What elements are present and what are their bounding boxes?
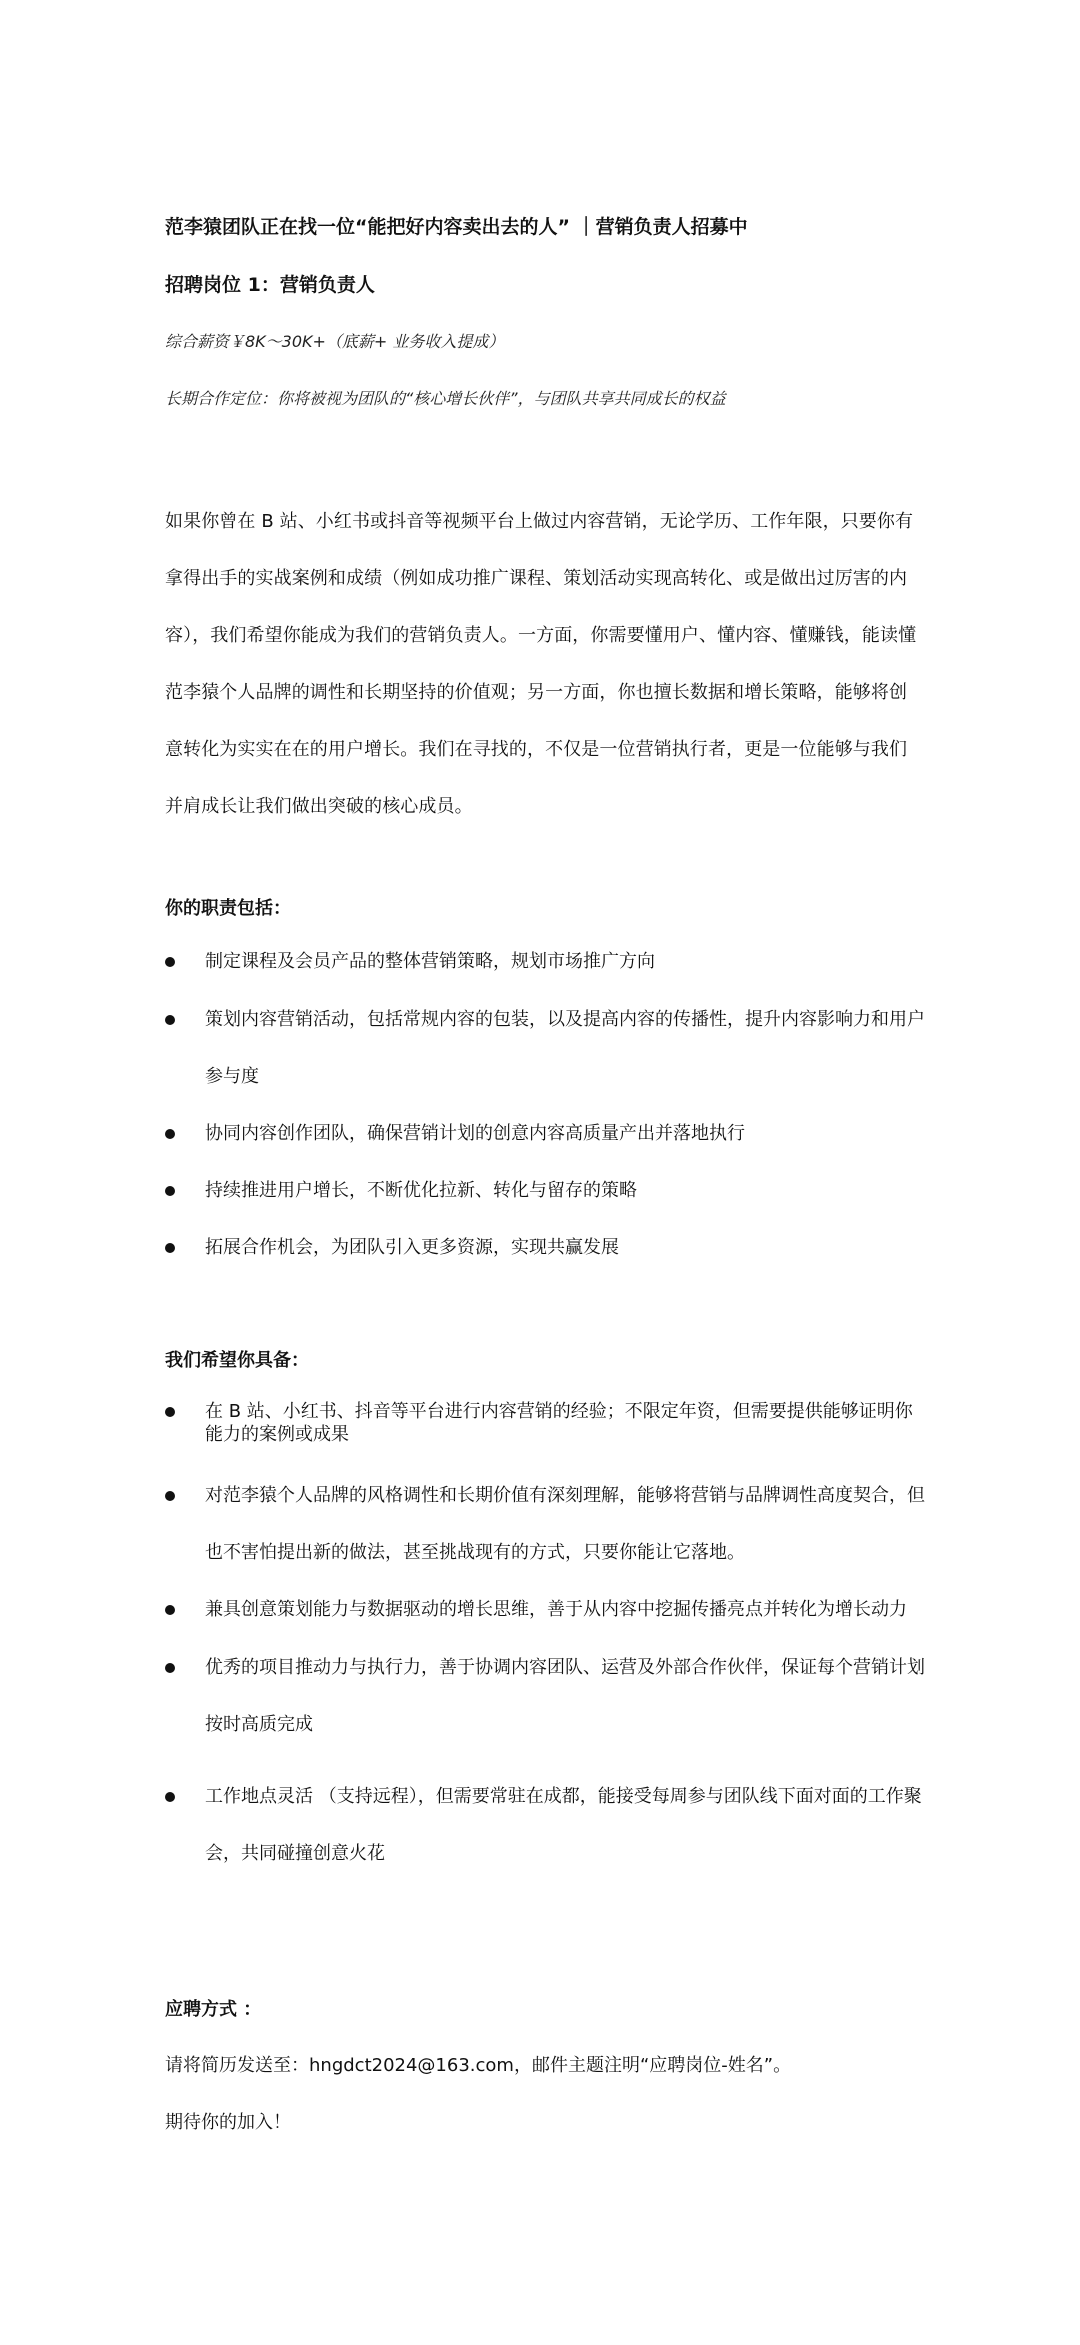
list-item [165,1234,925,1262]
list-item-text: 拓展合作机会，为团队引入更多资源，实现共赢发展 [205,1237,619,1258]
bullet-icon [165,1605,175,1615]
intro-paragraph: 如果你曾在 B 站、小红书或抖音等视频平台上做过内容营销，无论学历、工作年限，只要你有拿得出手的实战案例和成绩（例如成功推广课程、策划活动实现高转化、或是做出过厉害的内容），我们希望你能成为我们的营销负责人。一方面，你需要懂用户、懂内容、懂赚钱，能读懂范李猿个人品牌的调性和长期坚持的价值观；另一方面，你也擅长数据和增长策略，能够将创意转化为实实在在的用户增长。我们在寻找的，不仅是一位营销执行者，更是一位能够与我们并肩成长让我们做出突破的核心成员。 [165,511,917,817]
list-item [165,1177,925,1205]
cooperation-info: 长期合作定位：你将被视为团队的“核心增长伙伴”，与团队共享共同成长的权益 [165,389,726,408]
list-item-text: 优秀的项目推动力与执行力，善于协调内容团队、运营及外部合作伙伴，保证每个营销计划按时高质完成 [205,1657,925,1735]
contact-info: 请将简历发送至：hngdct2024@163.com，邮件主题注明“应聘岗位-姓名”。 [165,2055,792,2076]
list-item-text: 策划内容营销活动，包括常规内容的包装，以及提高内容的传播性，提升内容影响力和用户参与度 [205,1009,925,1087]
closing-text: 期待你的加入！ [165,2112,291,2133]
responsibilities-title: 你的职责包括： [165,898,291,919]
list-item-text: 对范李猿个人品牌的风格调性和长期价值有深刻理解，能够将营销与品牌调性高度契合，但也不害怕提出新的做法，甚至挑战现有的方式，只要你能让它落地。 [205,1485,925,1563]
bullet-icon [165,1792,175,1802]
list-item [165,1639,925,1753]
list-item [165,1400,925,1446]
responsibilities-list [165,948,925,1262]
list-item [165,948,925,976]
job-position: 招聘岗位 1：营销负责人 [165,274,375,296]
bullet-icon [165,1015,175,1025]
list-item [165,1596,925,1624]
apply-title: 应聘方式 ： [165,1999,262,2020]
bullet-icon [165,957,175,967]
list-item-text: 兼具创意策划能力与数据驱动的增长思维，善于从内容中挖掘传播亮点并转化为增长动力 [205,1599,907,1620]
page-title: 范李猿团队正在找一位“能把好内容卖出去的人” ｜营销负责人招募中 [165,216,748,238]
list-item-text: 在 B 站、小红书、抖音等平台进行内容营销的经验；不限定年资，但需要提供能够证明你能力的案例或成果 [205,1401,913,1445]
bullet-icon [165,1129,175,1139]
list-item-text: 制定课程及会员产品的整体营销策略，规划市场推广方向 [205,951,655,972]
requirements-title: 我们希望你具备： [165,1350,309,1371]
list-item-text: 协同内容创作团队，确保营销计划的创意内容高质量产出并落地执行 [205,1123,745,1144]
bullet-icon [165,1186,175,1196]
bullet-icon [165,1243,175,1253]
bullet-icon [165,1407,175,1417]
bullet-icon [165,1663,175,1673]
requirements-list [165,1400,925,1882]
list-item [165,991,925,1105]
list-item [165,1467,925,1581]
list-item [165,1768,925,1882]
list-item [165,1120,925,1148]
list-item-text: 持续推进用户增长，不断优化拉新、转化与留存的策略 [205,1180,637,1201]
list-item-text: 工作地点灵活 （支持远程），但需要常驻在成都，能接受每周参与团队线下面对面的工作聚会，共同碰撞创意火花 [205,1786,922,1864]
bullet-icon [165,1491,175,1501]
salary-info: 综合薪资￥8K～30K+（底薪+ 业务收入提成） [165,332,505,351]
